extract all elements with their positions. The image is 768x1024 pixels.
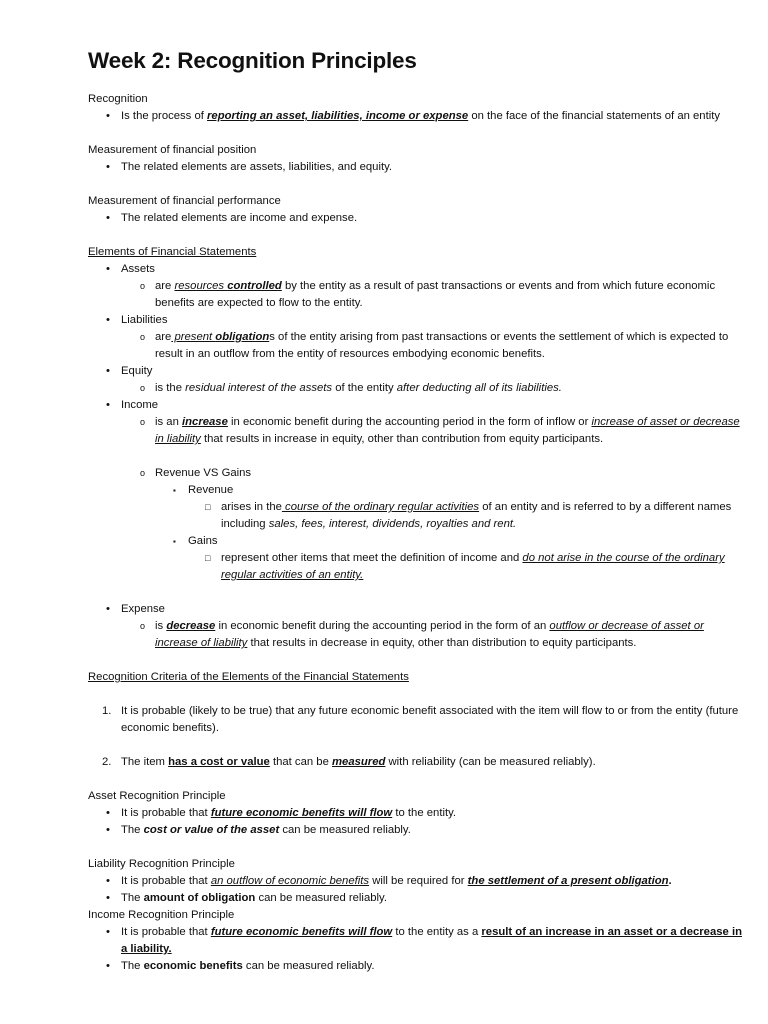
- bullet-marker: •: [106, 212, 110, 224]
- bullet-marker: □: [205, 553, 211, 563]
- list-item: [88, 924, 744, 958]
- spacer: [88, 448, 744, 465]
- bullet-marker: o: [140, 332, 146, 342]
- list-item-expense: [88, 601, 744, 618]
- element-label: Expense: [121, 603, 165, 615]
- text-run: Is the process of: [121, 110, 208, 122]
- bullet-marker: •: [106, 161, 110, 173]
- text-run: to the entity.: [392, 807, 457, 819]
- list-item: [88, 108, 744, 125]
- text-run: .: [668, 875, 672, 887]
- section-heading-asset-recognition: Asset Recognition Principle: [88, 790, 226, 802]
- emphasis-text: has a cost or value: [168, 756, 270, 768]
- criteria-list: [88, 703, 744, 771]
- bullet-marker: •: [106, 365, 110, 377]
- bullet-marker: •: [106, 875, 110, 887]
- section-heading-income-recognition: Income Recognition Principle: [88, 909, 235, 921]
- emphasis-text: decrease: [166, 620, 216, 632]
- bullet-marker: •: [106, 892, 110, 904]
- list-item: [88, 618, 744, 652]
- list-item: [88, 499, 744, 533]
- emphasis-text: after deducting all of its liabilities.: [396, 382, 562, 394]
- emphasis-text: controlled: [227, 280, 282, 292]
- bullet-marker: o: [140, 383, 146, 393]
- list-item-assets: [88, 261, 744, 278]
- income-recognition-list: [88, 924, 744, 975]
- financial-position-list: [88, 159, 744, 176]
- bullet-marker: •: [106, 926, 110, 938]
- section-heading-financial-performance: Measurement of financial performance: [88, 195, 281, 207]
- bullet-marker: o: [140, 621, 146, 631]
- bullet-marker: •: [106, 603, 110, 615]
- spacer: [88, 584, 744, 601]
- text-run: to the entity as a: [392, 926, 482, 938]
- text-run: of the entity: [332, 382, 397, 394]
- spacer: [88, 737, 744, 754]
- elements-list: [88, 261, 744, 652]
- emphasis-text: economic benefits: [143, 960, 243, 972]
- text-run: The related elements are income and expense.: [121, 212, 358, 224]
- page-title: Week 2: Recognition Principles: [88, 48, 417, 73]
- emphasis-text: course of the ordinary regular activities: [281, 501, 480, 513]
- text-run: that results in increase in equity, other than contribution from equity participants.: [200, 433, 604, 445]
- list-item: [88, 703, 744, 737]
- text-run: The: [121, 824, 144, 836]
- list-item: [88, 329, 744, 363]
- list-item-income: [88, 397, 744, 414]
- text-run: Gains: [188, 535, 218, 547]
- text-run: is: [155, 620, 167, 632]
- list-item: [88, 414, 744, 448]
- emphasis-text: resources: [174, 280, 228, 292]
- text-run: It is probable that: [121, 926, 211, 938]
- text-run: in economic benefit during the accounting period in the form of an: [215, 620, 550, 632]
- list-item: [88, 890, 744, 907]
- element-label: Liabilities: [121, 314, 168, 326]
- list-item: [88, 958, 744, 975]
- text-run: arises in the: [221, 501, 282, 513]
- emphasis-text: reporting an asset, liabilities, income or expense: [207, 110, 469, 122]
- emphasis-text: obligation: [215, 331, 270, 343]
- list-number: 2.: [102, 756, 112, 768]
- text-run: is an: [155, 416, 183, 428]
- list-item: [88, 754, 744, 771]
- list-item: [88, 550, 744, 584]
- bullet-marker: •: [106, 263, 110, 275]
- emphasis-text: cost or value of the asset: [143, 824, 280, 836]
- list-item: [88, 159, 744, 176]
- emphasis-text: present: [171, 331, 216, 343]
- text-run: Revenue: [188, 484, 234, 496]
- text-run: by the entity as a result of past transactions or events and from which future economic benefits are expected to flow to the entity.: [155, 280, 716, 309]
- list-item: [88, 822, 744, 839]
- bullet-marker: •: [106, 314, 110, 326]
- text-run: that can be: [269, 756, 332, 768]
- emphasis-text: increase: [182, 416, 228, 428]
- bullet-marker: □: [205, 502, 211, 512]
- bullet-marker: ▪: [173, 486, 176, 495]
- list-item-equity: [88, 363, 744, 380]
- text-run: of an entity and is referred to by a different names including: [221, 501, 732, 530]
- emphasis-text: sales, fees, interest, dividends, royalties and rent.: [268, 518, 517, 530]
- emphasis-text: future economic benefits will flow: [210, 807, 393, 819]
- text-run: can be measured reliably.: [242, 960, 375, 972]
- text-run: on the face of the financial statements of an entity: [468, 110, 721, 122]
- list-item: [88, 805, 744, 822]
- text-run: The related elements are assets, liabilities, and equity.: [121, 161, 393, 173]
- text-run: Revenue VS Gains: [155, 467, 252, 479]
- text-run: The: [121, 892, 144, 904]
- emphasis-text: outflow or decrease of asset or increase of liability: [155, 620, 704, 649]
- emphasis-text: residual interest of the assets: [185, 382, 333, 394]
- text-run: can be measured reliably.: [255, 892, 387, 904]
- bullet-marker: •: [106, 807, 110, 819]
- recognition-list: [88, 108, 744, 125]
- text-run: will be required for: [369, 875, 468, 887]
- bullet-marker: •: [106, 399, 110, 411]
- section-heading-recognition: Recognition: [88, 93, 148, 105]
- emphasis-text: measured: [332, 756, 386, 768]
- text-run: The: [121, 960, 144, 972]
- list-item: [88, 380, 744, 397]
- emphasis-text: increase of asset or decrease in liability: [155, 416, 740, 445]
- bullet-marker: o: [140, 468, 146, 478]
- asset-recognition-list: [88, 805, 744, 839]
- section-heading-liability-recognition: Liability Recognition Principle: [88, 858, 235, 870]
- list-item: [88, 278, 744, 312]
- element-label: Assets: [121, 263, 155, 275]
- text-run: in economic benefit during the accounting period in the form of inflow or: [227, 416, 592, 428]
- text-run: represent other items that meet the definition of income and: [221, 552, 523, 564]
- bullet-marker: •: [106, 110, 110, 122]
- section-heading-financial-position: Measurement of financial position: [88, 144, 257, 156]
- emphasis-text: amount of obligation: [143, 892, 256, 904]
- emphasis-text: future economic benefits will flow: [210, 926, 393, 938]
- bullet-marker: •: [106, 960, 110, 972]
- section-heading-criteria: Recognition Criteria of the Elements of the Financial Statements: [88, 671, 409, 683]
- section-heading-elements: Elements of Financial Statements: [88, 246, 257, 258]
- text-run: is the: [155, 382, 186, 394]
- list-item-revenue: [88, 482, 744, 499]
- emphasis-text: do not arise in the course of the ordinary regular activities of an entity.: [221, 552, 725, 581]
- element-label: Income: [121, 399, 159, 411]
- list-item-gains: [88, 533, 744, 550]
- liability-recognition-list: [88, 873, 744, 907]
- text-run: are: [155, 280, 175, 292]
- text-run: can be measured reliably.: [279, 824, 411, 836]
- text-run: with reliability (can be measured reliably).: [385, 756, 596, 768]
- emphasis-text: result of an increase in an asset or a decrease in a liability.: [121, 926, 742, 955]
- list-item-liabilities: [88, 312, 744, 329]
- bullet-marker: •: [106, 824, 110, 836]
- financial-performance-list: [88, 210, 744, 227]
- bullet-marker: o: [140, 417, 146, 427]
- text-run: It is probable (likely to be true) that any future economic benefit associated with the item will flow to or from the entity (future economic benefits).: [121, 705, 739, 734]
- text-run: are: [155, 331, 172, 343]
- text-run: The item: [121, 756, 169, 768]
- list-item: [88, 873, 744, 890]
- document-body: [88, 91, 744, 975]
- element-label: Equity: [121, 365, 153, 377]
- bullet-marker: ▪: [173, 537, 176, 546]
- emphasis-text: the settlement of a present obligation: [467, 875, 669, 887]
- list-item: [88, 210, 744, 227]
- bullet-marker: o: [140, 281, 146, 291]
- text-run: It is probable that: [121, 807, 211, 819]
- text-run: It is probable that: [121, 875, 211, 887]
- text-run: s of the entity arising from past transactions or events the settlement of which is expected to result in an outflow from the entity of resources embodying economic benefits.: [155, 331, 729, 360]
- text-run: that results in decrease in equity, other than distribution to equity participants.: [247, 637, 637, 649]
- list-number: 1.: [102, 705, 112, 717]
- list-item-revenue-vs-gains: [88, 465, 744, 482]
- emphasis-text: an outflow of economic benefits: [210, 875, 370, 887]
